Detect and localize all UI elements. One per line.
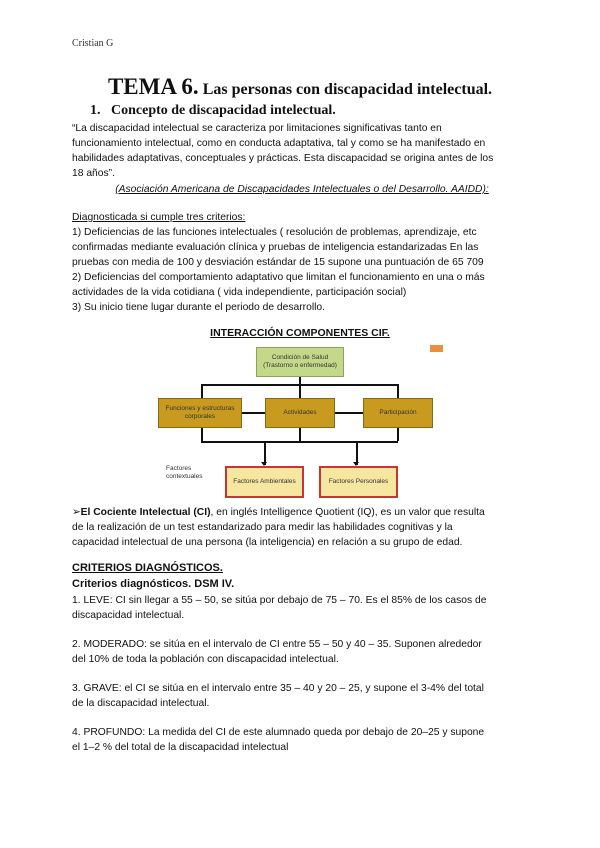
- box-factores-personales: Factores Personales: [319, 466, 398, 498]
- criteria-line: 2) Deficiencias del comportamiento adaptativo que limitan el funcionamiento en una o más: [72, 272, 485, 283]
- diagnostics-subtitle: Criterios diagnósticos. DSM IV.: [72, 578, 235, 590]
- criteria-line: 3) Su inicio tiene lugar durante el periodo de desarrollo.: [72, 302, 326, 313]
- level-leve: [72, 593, 532, 623]
- criteria-block: [72, 210, 532, 315]
- ci-text: , en inglés Intelligence Quotient (IQ), es un valor que resulta: [210, 507, 485, 518]
- section-heading: 1. Concepto de discapacidad intelectual.: [90, 103, 336, 118]
- level-line: 3. GRAVE: el CI se sitúa en el intervalo entre 35 – 40 y 20 – 25, y supone el 3-4% del total: [72, 683, 484, 694]
- level-line: 1. LEVE: CI sin llegar a 55 – 50, se sitúa por debajo de 75 – 70. Es el 85% de los casos de: [72, 595, 487, 606]
- quote-source: (Asociación Americana de Discapacidades Intelectuales o del Desarrollo. AAIDD):: [115, 184, 489, 195]
- connector: [397, 428, 399, 441]
- level-line: de la discapacidad intelectual.: [72, 698, 210, 709]
- funciones-line1: Funciones y estructuras: [165, 405, 235, 412]
- box-funciones: [158, 398, 242, 428]
- bullet-arrow-icon: ➢: [72, 507, 81, 518]
- funciones-line2: corporales: [184, 413, 216, 420]
- ci-paragraph: [72, 505, 532, 550]
- definition-quote: [72, 121, 532, 181]
- diagram-title: INTERACCIÓN COMPONENTES CIF.: [210, 327, 390, 339]
- ci-line: de la realización de un test estandarizado para medir las habilidades cognitivas y la: [72, 522, 453, 533]
- box-condicion-salud: [256, 347, 344, 377]
- condicion-line1: Condición de Salud: [271, 354, 329, 361]
- quote-line: “La discapacidad intelectual se caracteriza por limitaciones significativas tanto en: [72, 123, 442, 134]
- criteria-line: actividades de la vida cotidiana ( vida independiente, participación social): [72, 287, 407, 298]
- ci-line: [72, 505, 532, 520]
- quote-line: habilidades adaptativas, conceptuales y prácticas. Esta discapacidad se origina antes de los: [72, 153, 494, 164]
- orange-marker: [430, 345, 443, 352]
- factores-contextuales-label: [166, 460, 222, 486]
- connector: [201, 428, 203, 441]
- box-factores-ambientales: Factores Ambientales: [225, 466, 304, 498]
- title-main: TEMA 6.: [107, 74, 199, 99]
- level-line: 4. PROFUNDO: La medida del CI de este alumnado queda por debajo de 20–25 y supone: [72, 727, 485, 738]
- connector: [299, 384, 301, 398]
- box-participacion: Participación: [363, 398, 433, 428]
- connector: [201, 384, 203, 398]
- level-line: 2. MODERADO: se sitúa en el intervalo de CI entre 55 – 50 y 40 – 35. Suponen alrededor: [72, 639, 482, 650]
- quote-line: 18 años”.: [72, 168, 115, 179]
- title-sub: Las personas con discapacidad intelectual.: [202, 81, 493, 98]
- connector: [335, 412, 363, 414]
- ci-term: El Cociente Intelectual (CI): [80, 507, 211, 518]
- ci-line: capacidad intelectual de una persona (la inteligencia) en relación a su grupo de edad.: [72, 537, 463, 548]
- connector: [201, 441, 398, 443]
- factores-line1: Factores: [166, 465, 192, 472]
- diagnostics-title: CRITERIOS DIAGNÓSTICOS.: [72, 562, 223, 574]
- connector: [397, 384, 399, 398]
- connector: [241, 412, 265, 414]
- page-title: [0, 74, 600, 100]
- level-grave: [72, 681, 532, 711]
- level-line: el 1–2 % del total de la discapacidad intelectual: [72, 742, 289, 753]
- factores-line2: contextuales: [166, 473, 203, 480]
- level-line: del 10% de toda la población con discapacidad intelectual.: [72, 654, 339, 665]
- level-profundo: [72, 725, 532, 755]
- author-name: Cristian G: [72, 38, 114, 49]
- criteria-intro: Diagnosticada si cumple tres criterios:: [72, 212, 246, 223]
- quote-line: funcionamiento intelectual, como en conducta adaptativa, tal y como se ha manifestado en: [72, 138, 486, 149]
- condicion-line2: (Trastorno o enfermedad): [263, 362, 337, 369]
- criteria-line: 1) Deficiencias de las funciones intelectuales ( resolución de problemas, aprendizaje, etc: [72, 227, 477, 238]
- connector: [299, 428, 301, 441]
- level-moderado: [72, 637, 532, 667]
- criteria-line: pruebas con media de 100 y desviación estándar de 15 supone una puntuación de 65 709: [72, 257, 484, 268]
- criteria-line: confirmadas mediante evaluación clínica y pruebas de inteligencia estandarizadas En las: [72, 242, 479, 253]
- box-actividades: Actividades: [265, 398, 335, 428]
- level-line: discapacidad intelectual.: [72, 610, 185, 621]
